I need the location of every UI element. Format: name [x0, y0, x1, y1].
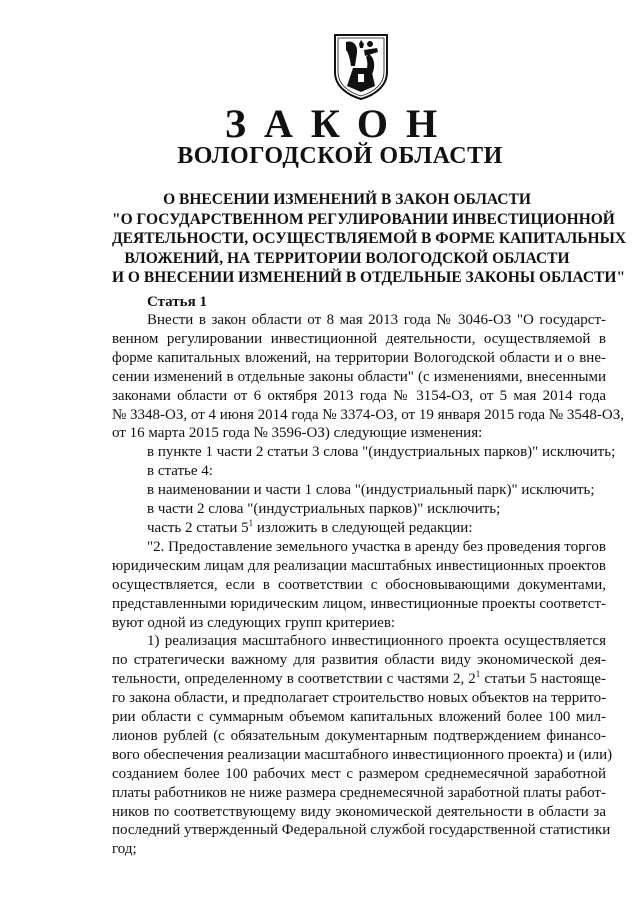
region-title: ВОЛОГОДСКОЙ ОБЛАСТИ — [177, 143, 503, 169]
text-line: лионов рублей (с обязательным документарным подтверждением финансо- — [112, 727, 606, 744]
text-line: "2. Предоставление земельного участка в аренду без проведения торгов — [147, 538, 606, 555]
text-line: форме капитальных вложений, на территории Вологодской области и о вне- — [112, 349, 606, 366]
document-type-title: ЗАКОН — [224, 101, 456, 146]
text-fragment: тельности, определенному в соответствии с частями 2, 2 — [112, 671, 476, 688]
text-line: венном регулировании инвестиционной деятельности, осуществляемой в — [112, 330, 606, 347]
text-fragment: часть 2 статьи 5 — [147, 519, 249, 536]
text-fragment: статьи 5 настояще- — [484, 671, 607, 688]
heading-line: "О ГОСУДАРСТВЕННОМ РЕГУЛИРОВАНИИ ИНВЕСТИЦИОННОЙ — [112, 210, 615, 228]
law-heading — [112, 190, 627, 288]
heading-line: И О ВНЕСЕНИИ ИЗМЕНЕНИЙ В ОТДЕЛЬНЫЕ ЗАКОНЫ ОБЛАСТИ" — [112, 269, 626, 287]
text-line: платы работников не ниже размера среднемесячной заработной платы работ- — [112, 784, 606, 801]
text-line: осуществляется, если в соответствии с обосновывающими документами, — [112, 576, 606, 593]
heading-line: ДЕЯТЕЛЬНОСТИ, ОСУЩЕСТВЛЯЕМОЙ В ФОРМЕ КАПИТАЛЬНЫХ — [112, 230, 627, 248]
text-line: по стратегически важному для развития области виду экономической дея- — [112, 652, 606, 669]
text-line: № 3348-ОЗ, от 4 июня 2014 года № 3374-ОЗ, от 19 января 2015 года № 3548-ОЗ, — [112, 406, 624, 423]
heading-line: ВЛОЖЕНИЙ, НА ТЕРРИТОРИИ ВОЛОГОДСКОЙ ОБЛАСТИ — [124, 249, 570, 267]
text-line: вуют одной из следующих групп критериев: — [112, 614, 396, 631]
article-title: Статья 1 — [147, 294, 207, 310]
text-line: представленными юридическим лицом, инвестиционные проекты соответст- — [112, 595, 606, 612]
text-line: в наименовании и части 1 слова "(индустриальный парк)" исключить; — [147, 482, 595, 499]
vologda-coat-of-arms-icon — [331, 32, 391, 100]
text-line: го закона области, и предполагает строительство новых объектов на террито- — [112, 690, 607, 707]
superscript: 1 — [475, 669, 481, 680]
text-line: последний утвержденный Федеральной службой государственной статистики — [112, 822, 611, 839]
heading-line: О ВНЕСЕНИИ ИЗМЕНЕНИЙ В ЗАКОН ОБЛАСТИ — [163, 191, 531, 208]
text-line: юридическим лицам для реализации масштабных инвестиционных проектов — [112, 557, 606, 574]
text-line: сении изменений в отдельные законы области" (с изменениями, внесенными — [112, 368, 606, 385]
text-line — [112, 519, 606, 538]
text-line: Внести в закон области от 8 мая 2013 года № 3046-ОЗ "О государст- — [147, 312, 606, 328]
text-line: в пункте 1 части 2 статьи 3 слова "(индустриальных парков)" исключить; — [147, 444, 616, 461]
text-line: от 16 марта 2015 года № 3596-ОЗ) следующие изменения: — [112, 425, 483, 442]
text-line: рии области с суммарным объемом капитальных вложений более 100 мил- — [112, 709, 606, 726]
article-body — [112, 311, 624, 859]
text-line: законами области от 6 октября 2013 года № 3154-ОЗ, от 5 мая 2014 года — [112, 387, 606, 404]
text-line: в статье 4: — [147, 463, 213, 480]
text-fragment: изложить в следующей редакции: — [256, 519, 473, 536]
text-line — [112, 670, 606, 689]
text-line: год; — [112, 841, 137, 858]
text-line: 1) реализация масштабного инвестиционного проекта осуществляется — [147, 633, 606, 650]
text-line: созданием более 100 рабочих мест с размером среднемесячной заработной — [112, 765, 606, 782]
superscript: 1 — [248, 517, 254, 528]
text-line: вого обеспечения реализации масштабного инвестиционного проекта) и (или) — [112, 746, 613, 763]
text-line: ников по соответствующему виду экономической деятельности в области за — [112, 803, 606, 820]
text-line: в части 2 слова "(индустриальных парков)" исключить; — [147, 501, 501, 518]
